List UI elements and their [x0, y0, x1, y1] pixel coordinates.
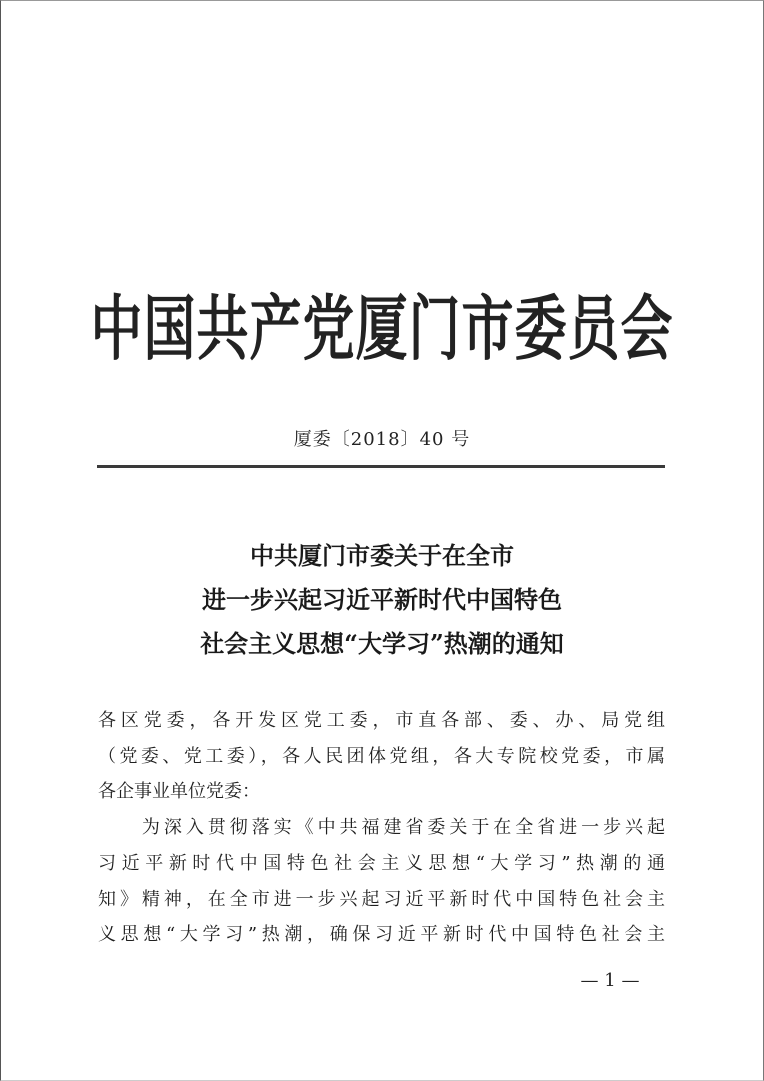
org-header-title: 中国共产党厦门市委员会	[90, 289, 674, 371]
body-line: 义思想“大学习”热潮，确保习近平新时代中国特色社会主	[98, 924, 665, 946]
document-number: 厦委〔2018〕40 号	[293, 429, 471, 450]
notice-title-line: 社会主义思想“大学习”热潮的通知	[200, 629, 564, 658]
body-line: 习近平新时代中国特色社会主义思想“大学习”热潮的通	[98, 852, 665, 874]
body-line: 知》精神，在全市进一步兴起习近平新时代中国特色社会主	[98, 888, 665, 910]
notice-title	[0, 534, 764, 666]
header-divider	[97, 465, 665, 468]
body-text	[98, 703, 665, 953]
body-line: 各企事业单位党委：	[98, 781, 260, 803]
body-line: 为深入贯彻落实《中共福建省委关于在全省进一步兴起	[98, 817, 665, 839]
body-line: （党委、党工委），各人民团体党组，各大专院校党委，市属	[98, 745, 665, 767]
page-number: — 1 —	[580, 970, 640, 991]
notice-title-line: 进一步兴起习近平新时代中国特色	[202, 585, 562, 614]
notice-title-line: 中共厦门市委关于在全市	[250, 541, 514, 570]
body-line: 各区党委，各开发区党工委，市直各部、委、办、局党组	[98, 710, 665, 731]
